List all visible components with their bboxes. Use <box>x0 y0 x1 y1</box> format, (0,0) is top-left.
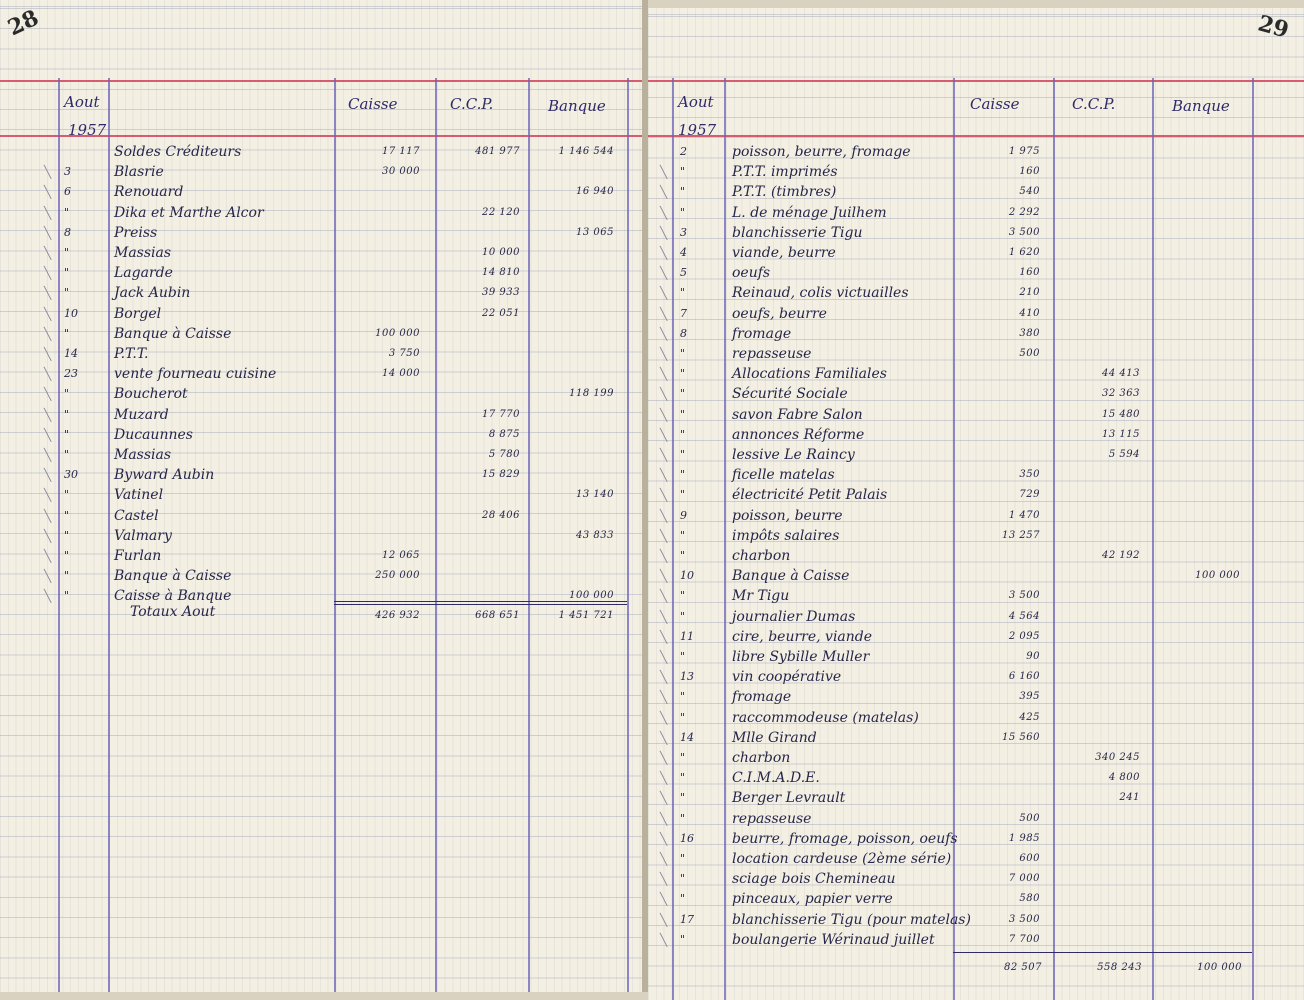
entry-caisse: 6 160 <box>1008 671 1040 683</box>
entry-day: 5 <box>680 266 687 280</box>
entry-day: " <box>64 246 70 259</box>
page-number: 29 <box>1255 10 1292 44</box>
column-rule <box>627 78 629 992</box>
entry-day: " <box>680 488 686 502</box>
check-mark-icon: ╲ <box>44 427 52 442</box>
column-rule <box>435 78 437 992</box>
check-mark-icon: ╲ <box>660 912 668 927</box>
check-mark-icon: ╲ <box>660 185 668 200</box>
entry-banque: 100 000 <box>569 590 614 602</box>
entry-day: " <box>64 589 70 603</box>
check-mark-icon: ╲ <box>660 751 668 765</box>
entry-label: sciage bois Chemineau <box>732 871 896 888</box>
entry-label: Castel <box>114 507 159 524</box>
red-rule <box>0 80 642 82</box>
entry-day: " <box>680 771 686 785</box>
check-mark-icon: ╲ <box>660 528 668 543</box>
entry-label: P.T.T. <box>114 346 149 362</box>
entry-caisse: 3 750 <box>388 348 420 359</box>
entry-label: cire, beurre, viande <box>732 628 873 645</box>
check-mark-icon: ╲ <box>44 468 52 483</box>
check-mark-icon: ╲ <box>44 205 52 220</box>
entry-label: Dika et Marthe Alcor <box>114 204 264 221</box>
entry-ccp: 4 800 <box>1108 772 1140 784</box>
entry-caisse: 2 292 <box>1008 206 1040 218</box>
check-mark-icon: ╲ <box>660 670 668 685</box>
entry-day: " <box>680 710 686 724</box>
entry-label: Boucherot <box>114 386 188 403</box>
entry-caisse: 4 564 <box>1008 610 1040 622</box>
entry-day: 11 <box>680 629 694 643</box>
check-mark-icon: ╲ <box>660 771 668 786</box>
check-mark-icon: ╲ <box>44 266 52 281</box>
column-rule <box>672 78 674 1000</box>
entry-caisse: 500 <box>1019 812 1040 824</box>
entry-label: ficelle matelas <box>732 467 835 484</box>
check-mark-icon: ╲ <box>44 185 52 200</box>
entry-caisse: 100 000 <box>375 327 420 339</box>
entry-ccp: 22 120 <box>482 206 520 218</box>
entry-label: Renouard <box>114 184 184 201</box>
entry-caisse: 3 500 <box>1008 913 1040 925</box>
entry-day: " <box>64 508 70 522</box>
entry-ccp: 39 933 <box>482 287 520 299</box>
entry-day: " <box>64 286 70 300</box>
check-mark-icon: ╲ <box>660 710 668 725</box>
month-header: Aout <box>678 93 714 111</box>
entry-banque: 43 833 <box>576 529 614 541</box>
entry-ccp: 241 <box>1119 792 1140 804</box>
entry-day: " <box>64 448 70 461</box>
entry-label: poisson, beurre, fromage <box>732 144 911 160</box>
entry-day: " <box>680 811 686 825</box>
entry-ccp: 32 363 <box>1102 388 1140 400</box>
entry-banque: 100 000 <box>1195 570 1240 582</box>
entry-day: " <box>64 266 70 280</box>
entry-ccp: 44 413 <box>1102 368 1140 380</box>
entry-label: pinceaux, papier verre <box>732 891 893 908</box>
entry-day: 9 <box>680 508 687 522</box>
check-mark-icon: ╲ <box>44 488 52 503</box>
entry-day: 16 <box>680 831 694 845</box>
check-mark-icon: ╲ <box>660 326 668 341</box>
totals-label: Totaux Aout <box>130 604 216 620</box>
check-mark-icon: ╲ <box>660 286 668 301</box>
check-mark-icon: ╲ <box>660 690 668 705</box>
entry-label: repasseuse <box>732 810 812 827</box>
check-mark-icon: ╲ <box>660 205 668 220</box>
check-mark-icon: ╲ <box>660 831 668 846</box>
entry-label: fromage <box>732 325 792 342</box>
entry-day: 7 <box>680 306 687 320</box>
entry-day: " <box>680 690 686 704</box>
entry-label: Vatinel <box>114 487 164 504</box>
entry-day: " <box>680 286 686 300</box>
column-rule <box>58 78 60 992</box>
entry-day: " <box>680 609 686 623</box>
entry-label: Banque à Caisse <box>732 568 850 585</box>
entry-day: 23 <box>64 367 78 381</box>
entry-label: P.T.T. (timbres) <box>732 184 837 201</box>
entry-caisse: 1 620 <box>1008 247 1040 258</box>
entry-day: " <box>680 468 686 482</box>
red-rule <box>648 135 1304 137</box>
entry-label: Jack Aubin <box>114 285 191 302</box>
check-mark-icon: ╲ <box>44 225 52 240</box>
check-mark-icon: ╲ <box>660 932 668 947</box>
check-mark-icon: ╲ <box>44 407 52 422</box>
entry-day: " <box>680 165 686 179</box>
entry-day: " <box>64 549 70 562</box>
entry-label: Allocations Familiales <box>732 366 887 383</box>
check-mark-icon: ╲ <box>44 549 52 563</box>
check-mark-icon: ╲ <box>660 387 668 402</box>
entry-label: oeufs, beurre <box>732 305 827 322</box>
column-rule <box>1252 78 1254 1000</box>
entry-ccp: 15 480 <box>1102 408 1140 420</box>
entry-label: électricité Petit Palais <box>732 487 888 504</box>
entry-label: Valmary <box>114 527 172 544</box>
month-header: Aout <box>64 93 100 111</box>
entry-day: " <box>680 791 686 805</box>
check-mark-icon: ╲ <box>44 569 52 584</box>
check-mark-icon: ╲ <box>44 589 52 604</box>
entry-label: savon Fabre Salon <box>732 406 863 423</box>
check-mark-icon: ╲ <box>44 306 52 321</box>
total-banque: 100 000 <box>1197 962 1242 973</box>
entry-label: Byward Aubin <box>114 467 215 484</box>
entry-ccp: 340 245 <box>1095 752 1140 763</box>
check-mark-icon: ╲ <box>660 609 668 624</box>
entry-caisse: 7 700 <box>1008 933 1040 945</box>
entry-label: Lagarde <box>114 265 173 282</box>
entry-day: " <box>680 872 686 886</box>
entry-day: 8 <box>680 326 687 340</box>
check-mark-icon: ╲ <box>660 347 668 361</box>
entry-label: annonces Réforme <box>732 426 865 443</box>
entry-caisse: 425 <box>1019 711 1040 723</box>
entry-ccp: 8 875 <box>488 428 520 440</box>
entry-caisse: 2 095 <box>1008 630 1040 642</box>
total-banque: 1 451 721 <box>558 610 614 621</box>
entry-label: vente fourneau cuisine <box>114 366 277 383</box>
check-mark-icon: ╲ <box>660 225 668 240</box>
entry-caisse: 17 117 <box>382 146 420 157</box>
entry-caisse: 160 <box>1019 166 1040 178</box>
entry-caisse: 3 500 <box>1008 226 1040 238</box>
entry-day: " <box>64 387 70 401</box>
check-mark-icon: ╲ <box>660 246 668 260</box>
entry-day: " <box>680 205 686 219</box>
total-ccp: 558 243 <box>1097 962 1142 973</box>
entry-label: lessive Le Raincy <box>732 447 855 463</box>
check-mark-icon: ╲ <box>44 367 52 382</box>
entry-day: " <box>64 407 70 421</box>
total-caisse: 426 932 <box>375 610 420 621</box>
entry-caisse: 7 000 <box>1008 873 1040 885</box>
entry-caisse: 1 470 <box>1008 509 1040 521</box>
entry-label: blanchisserie Tigu <box>732 224 863 241</box>
entry-label: Massias <box>114 245 172 261</box>
column-rule <box>724 78 726 1000</box>
entry-caisse: 1 975 <box>1008 146 1040 157</box>
check-mark-icon: ╲ <box>660 306 668 321</box>
check-mark-icon: ╲ <box>660 791 668 806</box>
entry-label: Muzard <box>114 406 169 423</box>
check-mark-icon: ╲ <box>660 508 668 523</box>
column-rule <box>1152 78 1154 1000</box>
entry-day: " <box>64 569 70 583</box>
entry-day: 8 <box>64 225 71 239</box>
entry-day: " <box>680 185 686 199</box>
entry-day: " <box>680 367 686 381</box>
entry-label: Blasrie <box>114 164 164 181</box>
check-mark-icon: ╲ <box>44 246 52 260</box>
check-mark-icon: ╲ <box>660 367 668 382</box>
check-mark-icon: ╲ <box>44 347 52 361</box>
entry-day: 14 <box>680 730 694 744</box>
entry-caisse: 210 <box>1019 287 1040 299</box>
check-mark-icon: ╲ <box>44 528 52 543</box>
entry-day: " <box>680 932 686 946</box>
check-mark-icon: ╲ <box>660 266 668 281</box>
check-mark-icon: ╲ <box>44 326 52 341</box>
check-mark-icon: ╲ <box>660 448 668 462</box>
entry-label: fromage <box>732 689 792 706</box>
entry-day: " <box>680 892 686 906</box>
entry-day: " <box>64 488 70 502</box>
entry-label: Berger Levrault <box>732 790 846 807</box>
total-rule <box>953 952 1252 953</box>
entry-label: Caisse à Banque <box>114 588 232 605</box>
entry-label: libre Sybille Muller <box>732 649 870 665</box>
entry-label: impôts salaires <box>732 527 840 544</box>
check-mark-icon: ╲ <box>660 427 668 442</box>
column-rule <box>953 78 955 1000</box>
entry-label: beurre, fromage, poisson, oeufs <box>732 830 958 847</box>
total-rule <box>334 604 627 605</box>
page-number: 28 <box>3 4 43 42</box>
banque-header: Banque <box>1172 97 1230 115</box>
entry-ccp: 14 810 <box>482 267 520 279</box>
check-mark-icon: ╲ <box>660 549 668 563</box>
entry-day: 14 <box>64 347 78 360</box>
entry-caisse: 160 <box>1019 267 1040 279</box>
entry-ccp: 10 000 <box>482 247 520 258</box>
check-mark-icon: ╲ <box>44 165 52 180</box>
entry-banque: 118 199 <box>569 388 614 400</box>
entry-ccp: 5 594 <box>1108 449 1140 460</box>
entry-label: oeufs <box>732 265 771 282</box>
check-mark-icon: ╲ <box>660 650 668 664</box>
entry-label: Ducaunnes <box>114 426 193 443</box>
entry-caisse: 3 500 <box>1008 590 1040 602</box>
entry-caisse: 500 <box>1019 348 1040 359</box>
entry-ccp: 13 115 <box>1102 428 1140 440</box>
entry-caisse: 410 <box>1019 307 1040 319</box>
check-mark-icon: ╲ <box>660 488 668 503</box>
entry-day: 10 <box>64 306 78 320</box>
entry-day: 4 <box>680 246 687 259</box>
entry-day: " <box>680 448 686 461</box>
entry-caisse: 580 <box>1019 893 1040 905</box>
entry-day: 13 <box>680 670 694 684</box>
entry-day: " <box>680 347 686 360</box>
entry-day: " <box>64 205 70 219</box>
entry-day: " <box>680 427 686 441</box>
entry-ccp: 22 051 <box>482 307 520 319</box>
check-mark-icon: ╲ <box>44 448 52 462</box>
entry-caisse: 600 <box>1019 853 1040 864</box>
entry-label: Soldes Créditeurs <box>114 144 242 160</box>
entry-day: " <box>680 650 686 663</box>
total-caisse: 82 507 <box>1004 962 1042 973</box>
left-ledger-page <box>0 0 642 992</box>
entry-caisse: 90 <box>1026 651 1040 662</box>
entry-day: " <box>680 852 686 865</box>
entry-day: 6 <box>64 185 71 199</box>
entry-label: charbon <box>732 548 791 564</box>
total-ccp: 668 651 <box>475 610 520 621</box>
entry-banque: 16 940 <box>576 186 614 198</box>
check-mark-icon: ╲ <box>660 629 668 644</box>
entry-label: Mr Tigu <box>732 588 790 605</box>
entry-label: raccommodeuse (matelas) <box>732 709 919 726</box>
entry-day: 3 <box>680 225 687 239</box>
entry-day: " <box>680 407 686 421</box>
entry-label: poisson, beurre <box>732 507 843 524</box>
total-rule <box>334 601 627 602</box>
entry-day: 17 <box>680 912 694 926</box>
entry-label: journalier Dumas <box>732 608 856 625</box>
check-mark-icon: ╲ <box>44 387 52 402</box>
entry-banque: 13 140 <box>576 489 614 501</box>
check-mark-icon: ╲ <box>660 407 668 422</box>
entry-caisse: 15 560 <box>1002 731 1040 743</box>
entry-label: P.T.T. imprimés <box>732 164 838 181</box>
entry-label: Banque à Caisse <box>114 325 232 342</box>
entry-ccp: 15 829 <box>482 469 520 481</box>
entry-caisse: 250 000 <box>375 570 420 582</box>
entry-label: blanchisserie Tigu (pour matelas) <box>732 911 971 928</box>
entry-label: Banque à Caisse <box>114 568 232 585</box>
entry-caisse: 30 000 <box>382 166 420 178</box>
entry-label: L. de ménage Juilhem <box>732 204 887 221</box>
column-rule <box>334 78 336 992</box>
red-rule <box>648 80 1304 82</box>
year-header: 1957 <box>678 121 717 139</box>
column-rule <box>528 78 530 992</box>
entry-banque: 13 065 <box>576 226 614 238</box>
entry-label: Borgel <box>114 305 162 322</box>
column-rule <box>108 78 110 992</box>
check-mark-icon: ╲ <box>660 569 668 584</box>
check-mark-icon: ╲ <box>660 892 668 907</box>
entry-ccp: 17 770 <box>482 408 520 420</box>
entry-ccp: 42 192 <box>1102 550 1140 561</box>
entry-day: 10 <box>680 569 694 583</box>
entry-label: Preiss <box>114 224 158 241</box>
check-mark-icon: ╲ <box>660 730 668 745</box>
caisse-header: Caisse <box>970 95 1020 113</box>
entry-day: 30 <box>64 468 78 482</box>
entry-day: " <box>680 751 686 764</box>
year-header: 1957 <box>68 121 107 139</box>
entry-caisse: 380 <box>1019 327 1040 339</box>
entry-day: " <box>680 589 686 603</box>
banque-header: Banque <box>548 97 606 115</box>
entry-day: " <box>64 528 70 542</box>
check-mark-icon: ╲ <box>44 508 52 523</box>
entry-caisse: 14 000 <box>382 368 420 380</box>
ccp-header: C.C.P. <box>1072 95 1116 113</box>
entry-day: " <box>680 528 686 542</box>
column-rule <box>1053 78 1055 1000</box>
entry-label: Mlle Girand <box>732 729 817 746</box>
entry-label: Sécurité Sociale <box>732 386 848 403</box>
entry-ccp: 5 780 <box>488 449 520 460</box>
entry-day: " <box>64 326 70 340</box>
ccp-header: C.C.P. <box>450 95 494 113</box>
entry-label: charbon <box>732 750 791 766</box>
check-mark-icon: ╲ <box>660 811 668 826</box>
entry-caisse: 350 <box>1019 469 1040 481</box>
entry-day: 2 <box>680 145 687 158</box>
entry-day: " <box>680 549 686 562</box>
caisse-header: Caisse <box>348 95 398 113</box>
check-mark-icon: ╲ <box>660 589 668 604</box>
check-mark-icon: ╲ <box>660 468 668 483</box>
entry-ccp: 28 406 <box>482 509 520 521</box>
entry-day: " <box>680 387 686 401</box>
entry-label: location cardeuse (2ème série) <box>732 851 952 867</box>
entry-label: vin coopérative <box>732 669 842 686</box>
entry-label: viande, beurre <box>732 245 836 261</box>
entry-label: repasseuse <box>732 346 812 362</box>
entry-day: 3 <box>64 165 71 179</box>
entry-caisse: 729 <box>1019 489 1040 501</box>
entry-caisse: 540 <box>1019 186 1040 198</box>
entry-label: Furlan <box>114 548 162 564</box>
check-mark-icon: ╲ <box>660 165 668 180</box>
entry-caisse: 13 257 <box>1002 529 1040 541</box>
entry-caisse: 1 985 <box>1008 832 1040 844</box>
check-mark-icon: ╲ <box>660 872 668 887</box>
check-mark-icon: ╲ <box>660 852 668 866</box>
entry-label: boulangerie Wérinaud juillet <box>732 931 935 948</box>
entry-label: C.I.M.A.D.E. <box>732 770 820 787</box>
right-ledger-page <box>648 8 1304 1000</box>
entry-ccp: 481 977 <box>475 146 520 157</box>
entry-banque: 1 146 544 <box>558 146 614 157</box>
entry-label: Massias <box>114 447 172 463</box>
entry-label: Reinaud, colis victuailles <box>732 285 909 302</box>
check-mark-icon: ╲ <box>44 286 52 301</box>
entry-caisse: 395 <box>1019 691 1040 703</box>
entry-day: " <box>64 427 70 441</box>
entry-caisse: 12 065 <box>382 550 420 561</box>
